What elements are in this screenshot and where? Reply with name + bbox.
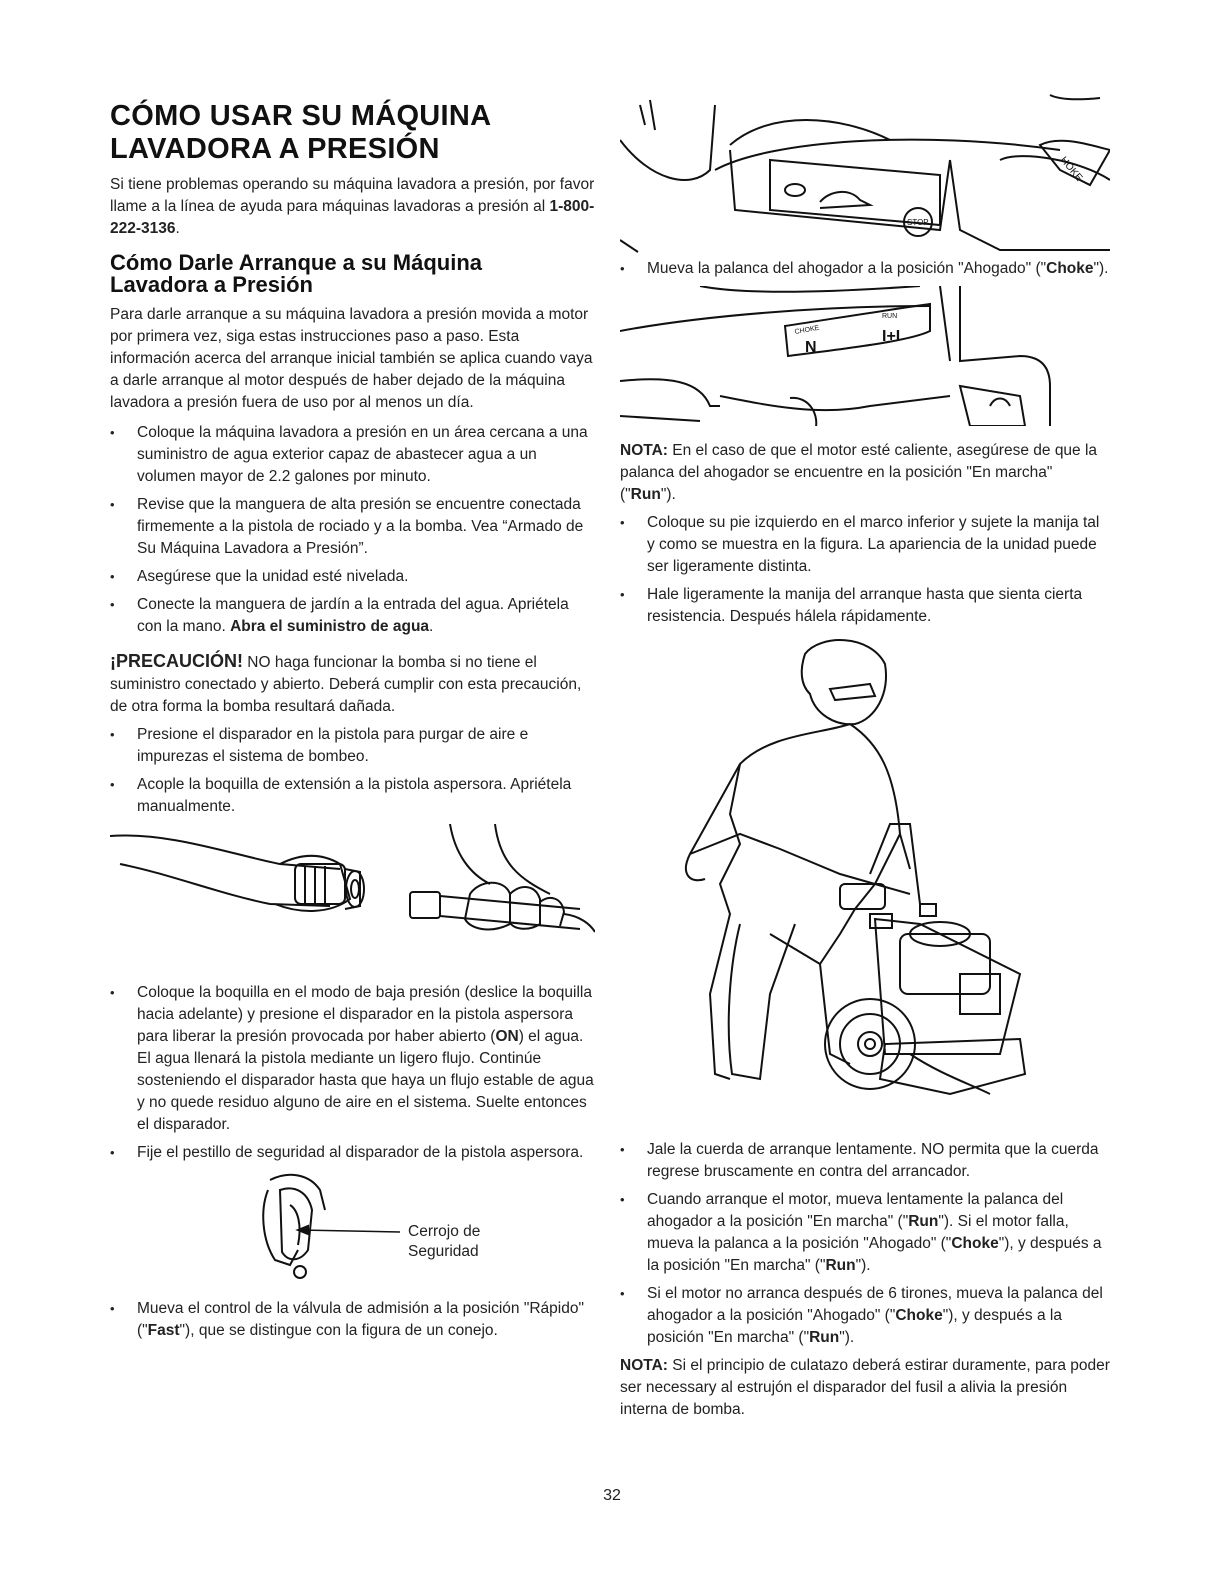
section-subtitle: Cómo Darle Arranque a su Máquina Lavadora a Presión bbox=[110, 250, 483, 297]
list-item: • Mueva la palanca del ahogador a la posición "Ahogado" ("Choke"). bbox=[620, 258, 1110, 280]
title-line-1: CÓMO USAR SU MÁQUINA bbox=[110, 100, 492, 132]
hands-nozzle-drawing bbox=[110, 824, 595, 974]
choke-symbol-icon: N bbox=[805, 339, 817, 356]
list-item: • Presione el disparador en la pistola para purgar de aire e impurezas el sistema de bombeo. bbox=[110, 724, 595, 768]
list-item: • Conecte la manguera de jardín a la entrada del agua. Apriétela con la mano. Abra el suministro de agua. bbox=[110, 594, 595, 638]
list-item: • Asegúrese que la unidad esté nivelada. bbox=[110, 566, 595, 588]
nota-warm-engine: NOTA: En el caso de que el motor esté caliente, asegúrese de que la palanca del ahogador se encuentre en la posición "En marcha" ("Run"). bbox=[620, 442, 1098, 503]
title-line-2: LAVADORA A PRESIÓN bbox=[110, 133, 440, 165]
list-item: • Fije el pestillo de seguridad al disparador de la pistola aspersora. bbox=[110, 1142, 595, 1164]
run-symbol-icon: I+I bbox=[882, 328, 901, 345]
list-item: • Jale la cuerda de arranque lentamente. NO permita que la cuerda regrese bruscamente en contra del arrancador. bbox=[620, 1139, 1110, 1183]
list-item: • Coloque la máquina lavadora a presión en un área cercana a una suministro de agua exterior capaz de abastecer agua a un volumen mayor de 2.2 galones por minuto. bbox=[110, 422, 595, 488]
bullet-list-3 bbox=[620, 512, 1110, 628]
nota-trigger: NOTA: Si el principio de culatazo deberá estirar duramente, para poder ser necessary al estrujón el disparador del fusil a alivia la presión interna de bomba. bbox=[620, 1357, 1110, 1418]
bullet-list-1 bbox=[110, 422, 595, 638]
list-item: • Si el motor no arranca después de 6 tirones, mueva la palanca del ahogador a la posición "Ahogado" ("Choke"), y después a la posición "En marcha" ("Run"). bbox=[620, 1283, 1110, 1349]
caution-paragraph: ¡PRECAUCIÓN! NO haga funcionar la bomba si no tiene el suministro conectado y abierto. Deberá cumplir con esta precaución, de otra forma la bomba resultará dañada. bbox=[110, 651, 582, 715]
list-item: • Coloque su pie izquierdo en el marco inferior y sujete la manija tal y como se muestra en la figura. La apariencia de la unidad puede ser ligeramente distinta. bbox=[620, 512, 1110, 578]
left-column bbox=[110, 100, 595, 1348]
helpline-phone: 1-800-222-3136 bbox=[110, 198, 595, 237]
list-item: • Hale ligeramente la manija del arranque hasta que sienta cierta resistencia. Después hálela rápidamente. bbox=[620, 584, 1110, 628]
nozzle-attach-illustration bbox=[110, 824, 595, 974]
list-item: • Coloque la boquilla en el modo de baja presión (deslice la boquilla hacia adelante) y presione el disparador en la pistola aspersora para liberar la presión provocada por haber abierto (ON) el agua. El agua llenará la pistola mediante un ligero flujo. Continúe sosteniendo el disparador hasta que haya un flujo estable de agua y no quede residuo alguno de aire en el sistema. Suelte entonces el disparador. bbox=[110, 982, 595, 1136]
right-column bbox=[620, 90, 1110, 1421]
throttle-panel-drawing bbox=[620, 90, 1110, 255]
run-choke-lever-illustration bbox=[620, 286, 1110, 426]
choke-label: CHOKE bbox=[794, 324, 820, 336]
list-item: • Acople la boquilla de extensión a la pistola aspersora. Apriétela manualmente. bbox=[110, 774, 595, 818]
safety-latch-illustration bbox=[110, 1170, 595, 1290]
choke-panel-illustration bbox=[620, 90, 1110, 255]
run-label: RUN bbox=[882, 313, 898, 320]
person-starting-engine-illustration bbox=[620, 634, 1110, 1139]
lever-panel-drawing bbox=[620, 286, 1110, 426]
list-item: • Mueva el control de la válvula de admisión a la posición "Rápido" ("Fast"), que se distingue con la figura de un conejo. bbox=[110, 1298, 595, 1342]
intro-paragraph: Si tiene problemas operando su máquina lavadora a presión, por favor llame a la línea de ayuda para máquinas lavadoras a presión al 1-800-222-3136. bbox=[110, 176, 595, 237]
caution-heading: ¡PRECAUCIÓN! bbox=[110, 651, 243, 671]
page-title bbox=[110, 100, 595, 166]
safety-latch-label: Cerrojo de Seguridad bbox=[408, 1223, 481, 1260]
list-item: • Cuando arranque el motor, mueva lentamente la palanca del ahogador a la posición "En marcha" ("Run"). Si el motor falla, mueva la palanca a la posición "Ahogado" ("Choke"), y después a la posición "En marcha" ("Run"). bbox=[620, 1189, 1110, 1277]
bullet-list-2 bbox=[110, 724, 595, 818]
person-pressure-washer-drawing bbox=[620, 634, 1110, 1139]
page-number: 32 bbox=[603, 1487, 621, 1504]
start-instructions-paragraph: Para darle arranque a su máquina lavadora a presión movida a motor por primera vez, siga estas instrucciones paso a paso. Esta información acerca del arranque inicial también se aplica cuando vaya a darle arranque al motor después de haber dejado de la máquina lavadora a presión fuera de uso por al menos un día. bbox=[110, 306, 593, 411]
choke-label-vertical: HOKE bbox=[1057, 154, 1085, 184]
stop-label: STOP bbox=[907, 218, 929, 227]
list-item: • Revise que la manguera de alta presión se encuentre conectada firmemente a la pistola de rociado y a la bomba. Vea “Armado de Su Máquina Lavadora a Presión”. bbox=[110, 494, 595, 560]
